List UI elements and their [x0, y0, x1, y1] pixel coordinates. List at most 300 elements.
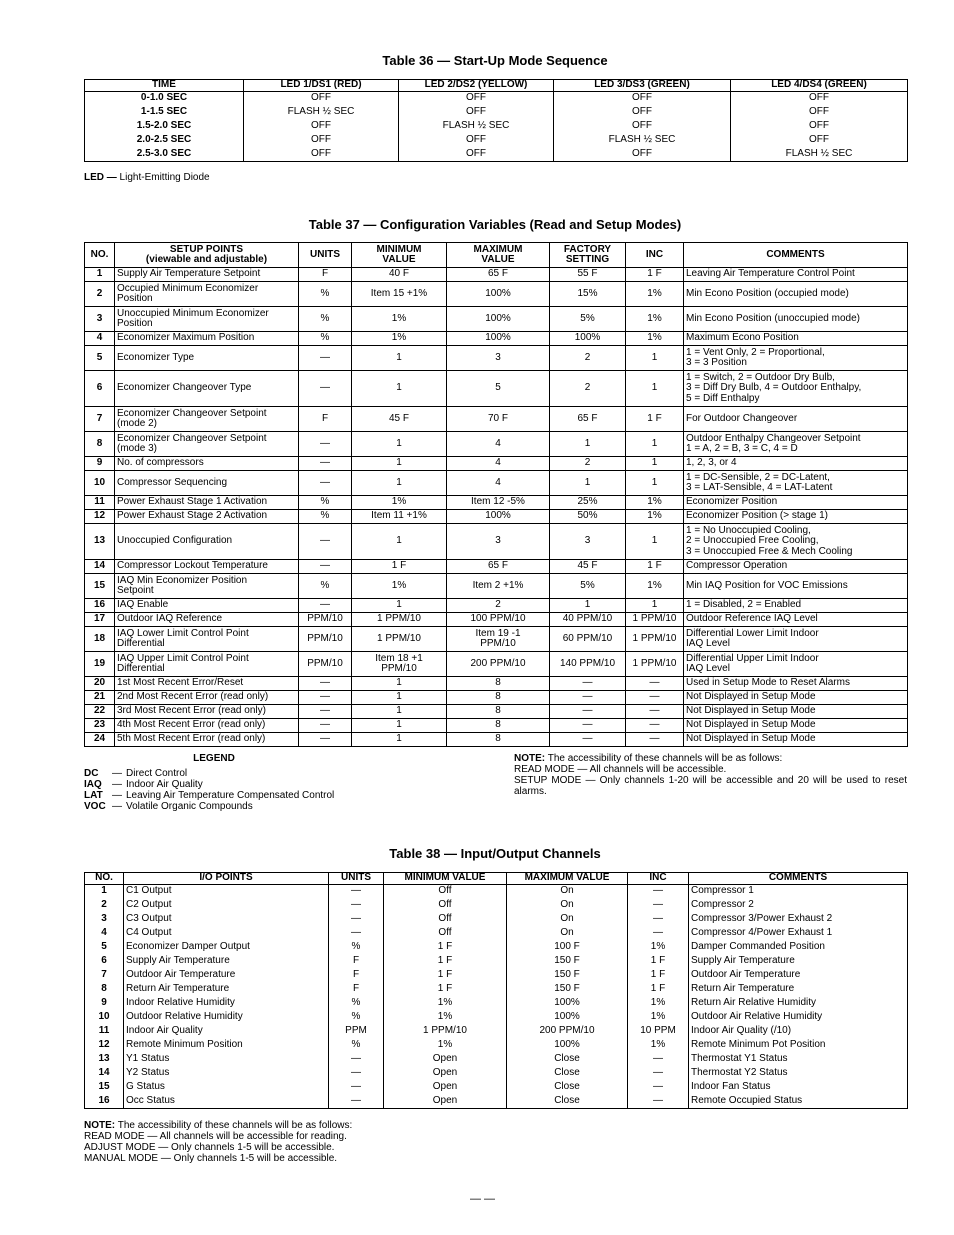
table-cell: 1 F — [352, 560, 447, 574]
table-cell: 10 — [85, 471, 115, 496]
table-cell: 3rd Most Recent Error (read only) — [115, 705, 299, 719]
table-cell: Used in Setup Mode to Reset Alarms — [684, 677, 908, 691]
table-row — [85, 898, 908, 912]
table-cell: OFF — [554, 119, 731, 133]
table-cell: OFF — [399, 91, 554, 105]
table-cell: Power Exhaust Stage 2 Activation — [115, 510, 299, 524]
table-cell: 150 F — [507, 954, 628, 968]
table-cell: 1% — [352, 574, 447, 599]
table-cell: Compressor 2 — [689, 898, 908, 912]
table-cell: 1% — [626, 307, 684, 332]
table-cell: % — [329, 940, 384, 954]
note-label: NOTE: — [514, 753, 546, 764]
table-cell: % — [329, 1038, 384, 1052]
table-cell: 1 = Vent Only, 2 = Proportional, 3 = 3 Position — [684, 346, 908, 371]
table-row — [85, 1080, 908, 1094]
table-cell: 5 — [85, 940, 124, 954]
table-row — [85, 968, 908, 982]
table-cell: Compressor 4/Power Exhaust 1 — [689, 926, 908, 940]
table-cell: FLASH ½ SEC — [731, 147, 908, 161]
table-cell: 1 F — [626, 407, 684, 432]
table-cell: 10 PPM — [628, 1024, 689, 1038]
table-cell: OFF — [244, 91, 399, 105]
table-cell: 1 — [626, 471, 684, 496]
table-cell: 1 PPM/10 — [352, 613, 447, 627]
table-row — [85, 282, 908, 307]
table-cell: 4th Most Recent Error (read only) — [115, 719, 299, 733]
table-cell: — — [299, 719, 352, 733]
table-row — [85, 133, 908, 147]
table-cell: IAQ Upper Limit Control Point Differential — [115, 652, 299, 677]
table-row — [85, 691, 908, 705]
legend-text: Volatile Organic Compounds — [126, 801, 253, 812]
table-row — [85, 457, 908, 471]
table-cell: 1 = No Unoccupied Cooling, 2 = Unoccupied Free Cooling, 3 = Unoccupied Free & Mech Cooling — [684, 524, 908, 560]
legend-dash: — — [112, 801, 122, 812]
table-cell: % — [299, 496, 352, 510]
table-cell: 60 PPM/10 — [550, 627, 626, 652]
column-header: MINIMUM VALUE — [352, 243, 447, 268]
table-cell: 45 F — [352, 407, 447, 432]
table-cell: 1 F — [626, 268, 684, 282]
column-header: INC — [626, 243, 684, 268]
column-header: LED 2/DS2 (YELLOW) — [399, 80, 554, 92]
table-cell: OFF — [731, 133, 908, 147]
table-cell: 11 — [85, 1024, 124, 1038]
table-cell: Remote Minimum Pot Position — [689, 1038, 908, 1052]
table-cell: % — [299, 307, 352, 332]
legend-text: Leaving Air Temperature Compensated Control — [126, 790, 335, 801]
table-cell: — — [626, 705, 684, 719]
table-cell: 1 — [352, 524, 447, 560]
table-cell: F — [329, 968, 384, 982]
legend-abbr: VOC — [84, 801, 106, 812]
legend-abbr: LED — — [84, 172, 117, 183]
table-cell: — — [628, 1052, 689, 1066]
table-cell: Not Displayed in Setup Mode — [684, 705, 908, 719]
table-row — [85, 1038, 908, 1052]
table-cell: Unoccupied Configuration — [115, 524, 299, 560]
table-row — [85, 1094, 908, 1108]
table-cell: Item 19 -1 PPM/10 — [447, 627, 550, 652]
column-header: COMMENTS — [684, 243, 908, 268]
table-cell: OFF — [554, 105, 731, 119]
table-cell: Open — [384, 1094, 507, 1108]
table-cell: PPM — [329, 1024, 384, 1038]
table-cell: — — [550, 733, 626, 747]
column-header: LED 3/DS3 (GREEN) — [554, 80, 731, 92]
table-cell: 1, 2, 3, or 4 — [684, 457, 908, 471]
table-cell: 100 PPM/10 — [447, 613, 550, 627]
table-cell: 4 — [447, 471, 550, 496]
table-cell: On — [507, 912, 628, 926]
table-cell: 100% — [550, 332, 626, 346]
table-cell: Outdoor Enthalpy Changeover Setpoint 1 = A, 2 = B, 3 = C, 4 = D — [684, 432, 908, 457]
table37-title: Table 37 — Configuration Variables (Read and Setup Modes) — [308, 217, 682, 232]
table-cell: 100% — [447, 510, 550, 524]
table-cell: 1% — [384, 1038, 507, 1052]
table-cell: 65 F — [550, 407, 626, 432]
table-cell: 22 — [85, 705, 115, 719]
table-cell: 19 — [85, 652, 115, 677]
table-cell: Differential Upper Limit Indoor IAQ Level — [684, 652, 908, 677]
note-line: MANUAL MODE — Only channels 1-5 will be accessible. — [84, 1153, 338, 1164]
table-cell: 1% — [626, 332, 684, 346]
table-cell: 9 — [85, 996, 124, 1010]
table-cell: 8 — [447, 691, 550, 705]
note-line: The accessibility of these channels will be as follows: — [545, 753, 783, 764]
table-cell: 16 — [85, 1094, 124, 1108]
table-row — [85, 91, 908, 105]
table-row — [85, 996, 908, 1010]
column-header: MINIMUM VALUE — [384, 873, 507, 885]
table-cell: OFF — [399, 105, 554, 119]
table-cell: 1 F — [628, 982, 689, 996]
table-cell: 2 — [85, 898, 124, 912]
table-cell: Damper Commanded Position — [689, 940, 908, 954]
column-header: INC — [628, 873, 689, 885]
table-cell: 1 — [626, 599, 684, 613]
table-cell: — — [299, 599, 352, 613]
table-cell: 1 = DC-Sensible, 2 = DC-Latent, 3 = LAT-Sensible, 4 = LAT-Latent — [684, 471, 908, 496]
table-cell: Economizer Type — [115, 346, 299, 371]
table-cell: % — [329, 996, 384, 1010]
table-cell: Open — [384, 1080, 507, 1094]
table-cell: — — [626, 733, 684, 747]
table-cell: 150 F — [507, 982, 628, 996]
table-cell: Item 2 +1% — [447, 574, 550, 599]
table-cell: F — [299, 407, 352, 432]
table-cell: 23 — [85, 719, 115, 733]
table-row — [85, 677, 908, 691]
table-cell: Off — [384, 898, 507, 912]
table-row — [85, 1010, 908, 1024]
table-cell: Open — [384, 1066, 507, 1080]
table-cell: 1% — [352, 307, 447, 332]
table-cell: % — [329, 1010, 384, 1024]
table-cell: 4 — [447, 432, 550, 457]
legend-item — [84, 790, 384, 801]
table-row — [85, 982, 908, 996]
table-cell: Compressor Lockout Temperature — [115, 560, 299, 574]
table-cell: 1 = Disabled, 2 = Enabled — [684, 599, 908, 613]
table-cell: 16 — [85, 599, 115, 613]
table-cell: — — [626, 677, 684, 691]
table-cell: — — [329, 1052, 384, 1066]
table-cell: 1% — [626, 496, 684, 510]
table-cell: 8 — [85, 982, 124, 996]
table-row — [85, 627, 908, 652]
table-cell: Economizer Damper Output — [124, 940, 329, 954]
table-cell: 3 — [447, 346, 550, 371]
table-cell: Supply Air Temperature Setpoint — [115, 268, 299, 282]
table-cell: Outdoor IAQ Reference — [115, 613, 299, 627]
table-cell: FLASH ½ SEC — [244, 105, 399, 119]
table-cell: 1 F — [384, 940, 507, 954]
table-cell: 11 — [85, 496, 115, 510]
page-number-mark: — — — [470, 1193, 496, 1205]
column-header: I/O POINTS — [124, 873, 329, 885]
table-cell: — — [329, 1066, 384, 1080]
table-cell: Close — [507, 1094, 628, 1108]
table-cell: On — [507, 926, 628, 940]
table-cell: OFF — [731, 119, 908, 133]
table-cell: — — [628, 926, 689, 940]
table-row — [85, 719, 908, 733]
table-cell: Off — [384, 884, 507, 898]
table-cell: — — [550, 677, 626, 691]
table-cell: FLASH ½ SEC — [399, 119, 554, 133]
table-cell: 70 F — [447, 407, 550, 432]
table-cell: Differential Lower Limit Indoor IAQ Level — [684, 627, 908, 652]
table-cell: OFF — [399, 147, 554, 161]
table38-title: Table 38 — Input/Output Channels — [389, 846, 601, 861]
table-cell: Indoor Air Quality — [124, 1024, 329, 1038]
table-cell: 8 — [447, 705, 550, 719]
table-cell: Close — [507, 1066, 628, 1080]
table-row — [85, 105, 908, 119]
table-cell: 1 — [352, 719, 447, 733]
table-cell: Indoor Air Quality (/10) — [689, 1024, 908, 1038]
table-cell: 1 — [352, 457, 447, 471]
table36 — [84, 79, 908, 162]
table-cell: OFF — [244, 133, 399, 147]
table-cell: 8 — [85, 432, 115, 457]
table-cell: 1 — [85, 268, 115, 282]
table-cell: 7 — [85, 968, 124, 982]
table-cell: — — [299, 560, 352, 574]
table-cell: Off — [384, 926, 507, 940]
table-cell: 5% — [550, 574, 626, 599]
table-cell: Open — [384, 1052, 507, 1066]
table-cell: Indoor Relative Humidity — [124, 996, 329, 1010]
table-cell: 4 — [447, 457, 550, 471]
table-cell: 1st Most Recent Error/Reset — [115, 677, 299, 691]
table-cell: OFF — [244, 119, 399, 133]
table-cell: 12 — [85, 510, 115, 524]
table37 — [84, 242, 908, 747]
table-cell: 10 — [85, 1010, 124, 1024]
table-cell: Min IAQ Position for VOC Emissions — [684, 574, 908, 599]
table-cell: 5th Most Recent Error (read only) — [115, 733, 299, 747]
table-cell: Thermostat Y1 Status — [689, 1052, 908, 1066]
table-cell: — — [299, 471, 352, 496]
table-cell: Compressor Sequencing — [115, 471, 299, 496]
table-cell: 200 PPM/10 — [507, 1024, 628, 1038]
table-cell: 0-1.0 SEC — [85, 91, 244, 105]
table-row — [85, 926, 908, 940]
table-cell: 5 — [85, 346, 115, 371]
table-cell: 15 — [85, 1080, 124, 1094]
table-cell: 100 F — [507, 940, 628, 954]
table-cell: IAQ Lower Limit Control Point Differential — [115, 627, 299, 652]
table-cell: Economizer Maximum Position — [115, 332, 299, 346]
table-cell: 15 — [85, 574, 115, 599]
table-cell: Return Air Temperature — [689, 982, 908, 996]
table-cell: Y2 Status — [124, 1066, 329, 1080]
legend-text: Direct Control — [126, 768, 188, 779]
table-cell: 1 — [352, 346, 447, 371]
column-header: UNITS — [299, 243, 352, 268]
table-cell: — — [299, 733, 352, 747]
table-cell: 1 PPM/10 — [626, 613, 684, 627]
table-cell: — — [299, 705, 352, 719]
table-cell: C1 Output — [124, 884, 329, 898]
legend-dash: — — [112, 790, 122, 801]
table-cell: Not Displayed in Setup Mode — [684, 719, 908, 733]
table-cell: 1% — [384, 996, 507, 1010]
table-cell: Compressor 1 — [689, 884, 908, 898]
table-cell: Occ Status — [124, 1094, 329, 1108]
table-cell: 2.0-2.5 SEC — [85, 133, 244, 147]
table-cell: Supply Air Temperature — [689, 954, 908, 968]
table-cell: Close — [507, 1080, 628, 1094]
column-header: SETUP POINTS (viewable and adjustable) — [115, 243, 299, 268]
table-cell: 25% — [550, 496, 626, 510]
table-cell: 2 — [447, 599, 550, 613]
table-cell: 3 — [550, 524, 626, 560]
table-cell: 14 — [85, 1066, 124, 1080]
table-row — [85, 560, 908, 574]
table-row — [85, 912, 908, 926]
table-cell: — — [550, 719, 626, 733]
table-cell: 1 — [550, 432, 626, 457]
column-header: FACTORY SETTING — [550, 243, 626, 268]
table-cell: 1% — [384, 1010, 507, 1024]
table-cell: 1.5-2.0 SEC — [85, 119, 244, 133]
table-cell: 1 — [626, 371, 684, 407]
table-cell: No. of compressors — [115, 457, 299, 471]
table-cell: — — [628, 884, 689, 898]
table-cell: 3 — [85, 307, 115, 332]
table-cell: 100% — [447, 282, 550, 307]
table-cell: 100% — [507, 996, 628, 1010]
table-cell: Thermostat Y2 Status — [689, 1066, 908, 1080]
table-cell: Not Displayed in Setup Mode — [684, 733, 908, 747]
table-cell: C2 Output — [124, 898, 329, 912]
table-cell: 21 — [85, 691, 115, 705]
table-row — [85, 1024, 908, 1038]
table-cell: 1 F — [626, 560, 684, 574]
table-cell: PPM/10 — [299, 613, 352, 627]
table-cell: — — [550, 705, 626, 719]
table-cell: 1 — [352, 471, 447, 496]
legend-abbr: IAQ — [84, 779, 102, 790]
table-cell: For Outdoor Changeover — [684, 407, 908, 432]
table-cell: PPM/10 — [299, 627, 352, 652]
table-cell: 3 — [85, 912, 124, 926]
table38-note — [84, 1120, 352, 1164]
table-row — [85, 346, 908, 371]
table-cell: 1 — [626, 524, 684, 560]
table-cell: 1 F — [628, 954, 689, 968]
table-cell: Item 11 +1% — [352, 510, 447, 524]
table-cell: % — [299, 332, 352, 346]
table-cell: 1 — [626, 346, 684, 371]
note-line: READ MODE — All channels will be accessible. — [514, 764, 727, 775]
table37-legend — [84, 753, 384, 812]
note-line: SETUP MODE — Only channels 1-20 will be accessible and 20 will be used to reset alarms. — [514, 775, 907, 797]
table-cell: Power Exhaust Stage 1 Activation — [115, 496, 299, 510]
table-cell: FLASH ½ SEC — [554, 133, 731, 147]
column-header: LED 1/DS1 (RED) — [244, 80, 399, 92]
table-cell: 40 F — [352, 268, 447, 282]
table-cell: Item 15 +1% — [352, 282, 447, 307]
table-cell: Y1 Status — [124, 1052, 329, 1066]
note-line: READ MODE — All channels will be accessible for reading. — [84, 1131, 347, 1142]
table-cell: % — [299, 574, 352, 599]
table-cell: Return Air Temperature — [124, 982, 329, 996]
table-cell: Outdoor Air Temperature — [689, 968, 908, 982]
table-row — [85, 884, 908, 898]
table-cell: — — [628, 912, 689, 926]
table-cell: 1 F — [384, 968, 507, 982]
table-cell: 100% — [507, 1010, 628, 1024]
table-cell: 1-1.5 SEC — [85, 105, 244, 119]
table-cell: % — [299, 282, 352, 307]
table-cell: — — [329, 1080, 384, 1094]
table-cell: — — [550, 691, 626, 705]
table-row — [85, 471, 908, 496]
table-cell: C4 Output — [124, 926, 329, 940]
table-row — [85, 733, 908, 747]
table-cell: PPM/10 — [299, 652, 352, 677]
table-cell: OFF — [554, 147, 731, 161]
table-cell: 1 F — [628, 968, 689, 982]
table-row — [85, 954, 908, 968]
table-cell: 1 F — [384, 954, 507, 968]
table-row — [85, 940, 908, 954]
table-cell: 1 PPM/10 — [626, 652, 684, 677]
table-cell: 13 — [85, 524, 115, 560]
table-cell: OFF — [554, 91, 731, 105]
table-cell: 1 — [352, 691, 447, 705]
table-cell: 1 — [352, 677, 447, 691]
table-cell: Outdoor Relative Humidity — [124, 1010, 329, 1024]
note-line: ADJUST MODE — Only channels 1-5 will be accessible. — [84, 1142, 335, 1153]
legend-item — [84, 768, 384, 779]
table-cell: 1% — [352, 332, 447, 346]
column-header: NO. — [85, 873, 124, 885]
table-cell: 24 — [85, 733, 115, 747]
table-cell: 1% — [628, 996, 689, 1010]
legend-dash: — — [112, 768, 122, 779]
table-cell: Outdoor Air Temperature — [124, 968, 329, 982]
table-cell: Item 18 +1 PPM/10 — [352, 652, 447, 677]
column-header: TIME — [85, 80, 244, 92]
table-row — [85, 496, 908, 510]
table-cell: Compressor 3/Power Exhaust 2 — [689, 912, 908, 926]
table-cell: 45 F — [550, 560, 626, 574]
table-cell: 55 F — [550, 268, 626, 282]
table-cell: 2 — [85, 282, 115, 307]
table-cell: 1 = Switch, 2 = Outdoor Dry Bulb, 3 = Diff Dry Bulb, 4 = Outdoor Enthalpy, 5 = Diff Enthalpy — [684, 371, 908, 407]
table-cell: — — [628, 1094, 689, 1108]
table-cell: 4 — [85, 332, 115, 346]
table-cell: 140 PPM/10 — [550, 652, 626, 677]
table36-legend — [84, 172, 210, 183]
table-cell: Outdoor Reference IAQ Level — [684, 613, 908, 627]
table-cell: 50% — [550, 510, 626, 524]
table36-title: Table 36 — Start-Up Mode Sequence — [382, 53, 608, 68]
table-cell: 8 — [447, 733, 550, 747]
table-row — [85, 332, 908, 346]
table-cell: Remote Minimum Position — [124, 1038, 329, 1052]
table-cell: 1 — [85, 884, 124, 898]
table-cell: Compressor Operation — [684, 560, 908, 574]
table-cell: 1% — [628, 1038, 689, 1052]
table-cell: 5 — [447, 371, 550, 407]
